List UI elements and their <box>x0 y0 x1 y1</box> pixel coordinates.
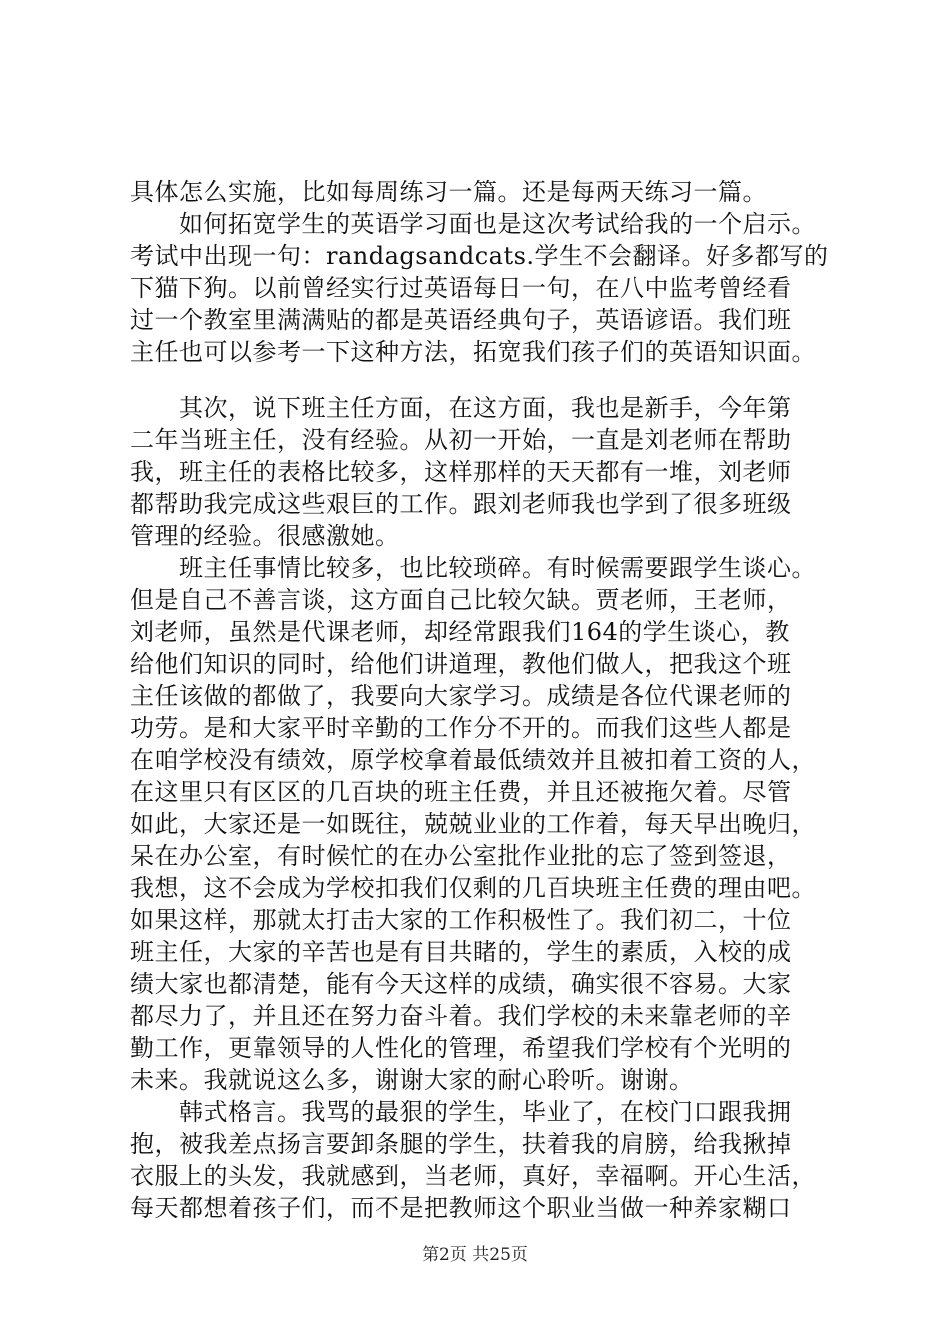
text-line: 下猫下狗。以前曾经实行过英语每日一句，在八中监考曾经看 <box>130 274 792 302</box>
text-line: 考试中出现一句：randagsandcats.学生不会翻译。好多都写的 <box>130 242 829 270</box>
text-line: 过一个教室里满满贴的都是英语经典句子，英语谚语。我们班 <box>130 306 792 334</box>
text-line: 我，班主任的表格比较多，这样那样的天天都有一堆，刘老师 <box>130 458 792 486</box>
text-line: 主任也可以参考一下这种方法，拓宽我们孩子们的英语知识面。 <box>130 338 816 366</box>
text-line: 韩式格言。我骂的最狠的学生，毕业了，在校门口跟我拥 <box>130 1098 792 1126</box>
text-line: 刘老师，虽然是代课老师，却经常跟我们164的学生谈心，教 <box>130 618 790 646</box>
text-line: 绩大家也都清楚，能有今天这样的成绩，确实很不容易。大家 <box>130 970 792 998</box>
text-line: 未来。我就说这么多，谢谢大家的耐心聆听。谢谢。 <box>130 1066 694 1094</box>
text-line: 班主任事情比较多，也比较琐碎。有时候需要跟学生谈心。 <box>130 554 816 582</box>
text-line: 都尽力了，并且还在努力奋斗着。我们学校的未来靠老师的辛 <box>130 1002 792 1030</box>
text-line: 衣服上的头发，我就感到，当老师，真好，幸福啊。开心生活， <box>130 1162 816 1190</box>
text-line: 具体怎么实施，比如每周练习一篇。还是每两天练习一篇。 <box>130 178 767 206</box>
text-line: 功劳。是和大家平时辛勤的工作分不开的。而我们这些人都是 <box>130 714 792 742</box>
text-line: 勤工作，更靠领导的人性化的管理，希望我们学校有个光明的 <box>130 1034 792 1062</box>
text-line: 二年当班主任，没有经验。从初一开始，一直是刘老师在帮助 <box>130 426 792 454</box>
text-line: 其次，说下班主任方面，在这方面，我也是新手，今年第 <box>130 394 792 422</box>
page-number-footer: 第2页 共25页 <box>422 1245 528 1265</box>
text-line: 每天都想着孩子们，而不是把教师这个职业当做一种养家糊口 <box>130 1194 792 1222</box>
text-line: 如此，大家还是一如既往，兢兢业业的工作着，每天早出晚归， <box>130 810 816 838</box>
text-line: 管理的经验。很感激她。 <box>130 522 400 550</box>
text-line: 我想，这不会成为学校扣我们仅剩的几百块班主任费的理由吧。 <box>130 874 816 902</box>
text-line: 主任该做的都做了，我要向大家学习。成绩是各位代课老师的 <box>130 682 792 710</box>
text-line: 在这里只有区区的几百块的班主任费，并且还被拖欠着。尽管 <box>130 778 792 806</box>
text-line: 都帮助我完成这些艰巨的工作。跟刘老师我也学到了很多班级 <box>130 490 792 518</box>
text-line: 班主任，大家的辛苦也是有目共睹的，学生的素质，入校的成 <box>130 938 792 966</box>
text-line: 但是自己不善言谈，这方面自己比较欠缺。贾老师，王老师， <box>130 586 792 614</box>
text-line: 在咱学校没有绩效，原学校拿着最低绩效并且被扣着工资的人， <box>130 746 816 774</box>
text-line: 抱，被我差点扬言要卸条腿的学生，扶着我的肩膀，给我揪掉 <box>130 1130 792 1158</box>
text-line: 呆在办公室，有时候忙的在办公室批作业批的忘了签到签退， <box>130 842 792 870</box>
text-line: 如果这样，那就太打击大家的工作积极性了。我们初二，十位 <box>130 906 792 934</box>
text-line: 如何拓宽学生的英语学习面也是这次考试给我的一个启示。 <box>130 210 816 238</box>
text-line: 给他们知识的同时，给他们讲道理，教他们做人，把我这个班 <box>130 650 792 678</box>
